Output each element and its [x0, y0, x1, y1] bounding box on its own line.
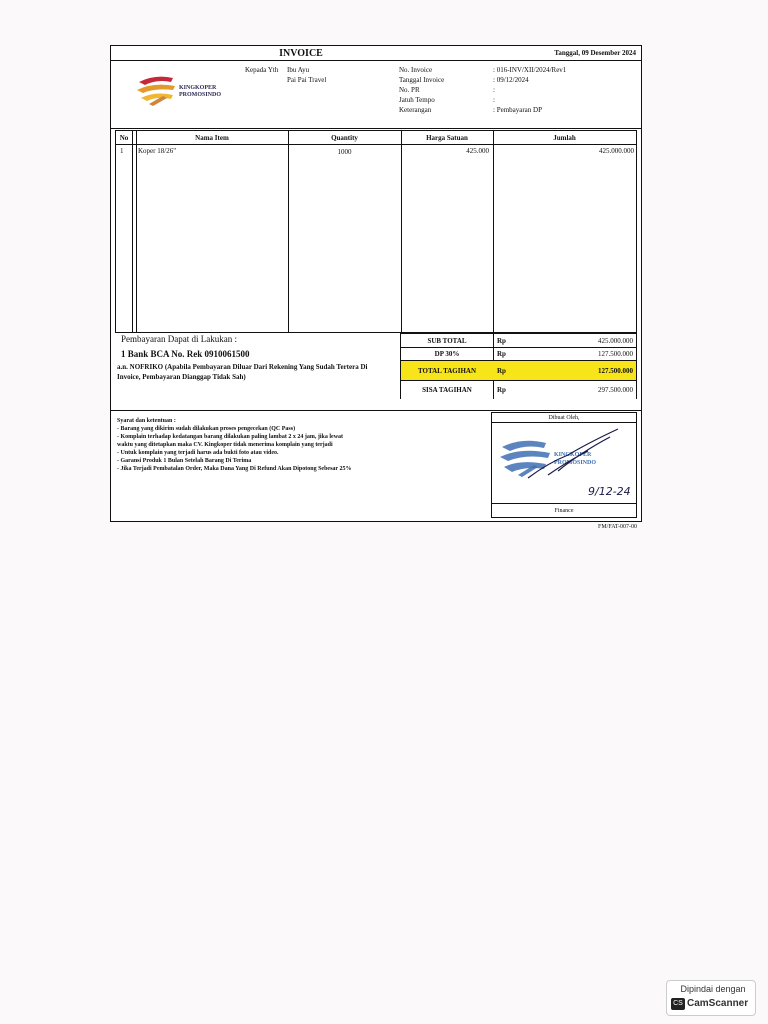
subtotal-value: 425.000.000	[598, 337, 633, 345]
col-header-no: No	[119, 134, 129, 142]
terms-block	[117, 417, 387, 473]
cell-item: Koper 18/26"	[138, 147, 177, 155]
meta-row: No. PR :	[399, 86, 495, 94]
logo-icon	[133, 74, 181, 108]
scanner-line-2: CamScanner	[687, 998, 749, 1009]
recipient-company: Pai Pai Travel	[287, 76, 327, 84]
subtotal-currency: Rp	[497, 337, 506, 345]
total-value: 127.500.000	[598, 367, 633, 375]
made-by-label: Dibuat Oleh,	[548, 415, 580, 421]
col-header-qty: Quantity	[331, 134, 358, 142]
terms-line: - Jika Terjadi Pembatalan Order, Maka Dana Yang Di Refund Akan Dipotong Sebesar 25%	[117, 466, 352, 472]
col-header-price: Harga Satuan	[426, 134, 468, 142]
handwritten-date: 9/12-24	[588, 485, 631, 498]
total-label: TOTAL TAGIHAN	[417, 367, 477, 375]
company-name-1: KINGKOPER	[179, 85, 217, 91]
scanner-line-1: Dipindai dengan	[680, 984, 746, 994]
invoice-title: INVOICE	[279, 48, 323, 59]
payment-bank: 1 Bank BCA No. Rek 0910061500	[121, 349, 250, 359]
recipient-name: Ibu Ayu	[287, 66, 310, 74]
invoice-meta	[399, 65, 639, 115]
terms-line: - Barang yang dikirim sudah dilakukan proses pengecekan (QC Pass)	[117, 426, 296, 432]
meta-row: Keterangan : Pembayaran DP	[399, 106, 542, 114]
terms-line: - Untuk komplain yang terjadi harus ada bukti foto atau video.	[117, 450, 279, 456]
remaining-value: 297.500.000	[598, 386, 633, 394]
form-code: FM/FAT-007-00	[598, 524, 638, 530]
camscanner-icon: CS	[671, 998, 685, 1010]
subtotal-label: SUB TOTAL	[427, 337, 467, 345]
recipient-label: Kepada Yth	[245, 66, 279, 74]
cell-no: 1	[120, 147, 124, 155]
cell-price: 425.000	[466, 147, 489, 155]
terms-heading: Syarat dan ketentuan :	[117, 418, 176, 424]
stamp-name-1: KINGKOPER	[554, 452, 592, 458]
payment-note: a.n. NOFRIKO (Apabila Pembayaran Diluar Dari Rekening Yang Sudah Tertera Di Invoice, Pembayaran Dianggap Tidak Sah)	[117, 363, 368, 381]
payment-heading: Pembayaran Dapat di Lakukan :	[121, 334, 237, 344]
cell-qty: 1000	[337, 148, 352, 156]
meta-row: Jatuh Tempo :	[399, 96, 495, 104]
col-header-total: Jumlah	[553, 134, 576, 142]
dp-currency: Rp	[497, 350, 506, 358]
company-logo	[133, 74, 253, 110]
terms-line: waktu yang ditetapkan maka CV. Kingkoper tidak menerima komplain yang terjadi	[117, 442, 333, 448]
invoice-document	[110, 45, 642, 522]
stamp-name-2: PROMOSINDO	[554, 460, 596, 466]
total-currency: Rp	[497, 367, 506, 375]
camscanner-watermark	[666, 980, 756, 1016]
items-table	[115, 130, 637, 333]
meta-row: Tanggal Invoice : 09/12/2024	[399, 76, 529, 84]
company-name-2: PROMOSINDO	[179, 92, 221, 98]
cell-total: 425.000.000	[599, 147, 634, 155]
terms-line: - Garansi Produk 1 Bulan Setelah Barang Di Terima	[117, 458, 252, 464]
summary-box	[400, 333, 637, 399]
remaining-label: SISA TAGIHAN	[422, 386, 472, 394]
signature-box	[491, 412, 637, 518]
col-header-item: Nama Item	[195, 134, 229, 142]
terms-line: - Komplain terhadap kedatangan barang dilakukan paling lambat 2 x 24 jam, jika lewat	[117, 434, 344, 440]
meta-row: No. Invoice : 016-INV/XII/2024/Rev1	[399, 66, 567, 74]
remaining-currency: Rp	[497, 386, 506, 394]
dp-value: 127.500.000	[598, 350, 633, 358]
signature-scribble-icon	[518, 423, 636, 483]
dp-label: DP 30%	[434, 350, 460, 358]
invoice-date: Tanggal, 09 Desember 2024	[554, 49, 636, 57]
signer-role: Finance	[554, 508, 574, 514]
